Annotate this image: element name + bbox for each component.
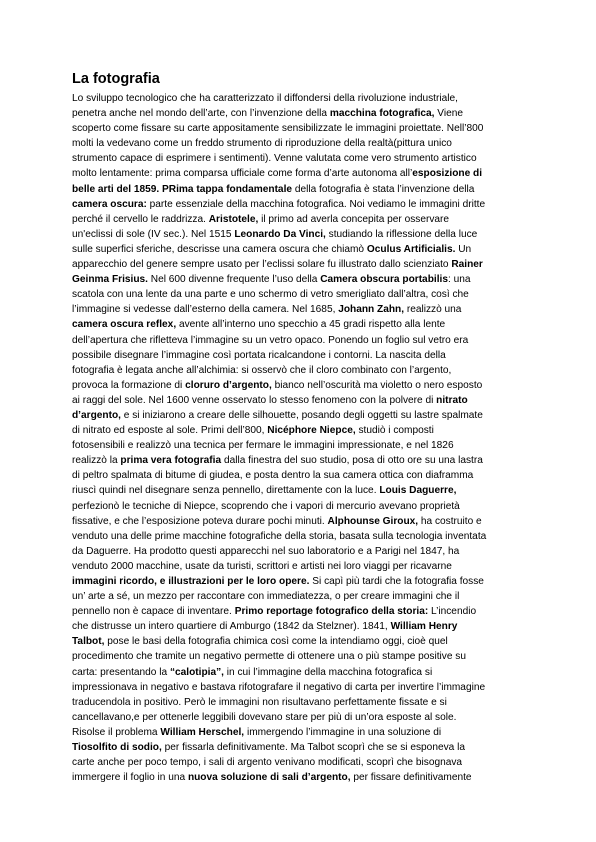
text-run: da Daguerre. Ha prodotto questi apparecchi nel suo laboratorio e a Parigi nel 1847, ha [72, 545, 460, 557]
bold-text: William Henry [390, 621, 458, 633]
text-run: l’immagine si vedesse dall’esterno della camera. Nel 1685, [72, 304, 339, 316]
text-line [72, 695, 524, 710]
text-line [72, 544, 524, 559]
text-line [72, 755, 524, 770]
text-run: un’ arte a sé, un mezzo per raccontare con immediatezza, o per creare immagini che il [72, 591, 460, 603]
text-run: L’incendio [428, 606, 477, 618]
bold-text: prima vera fotografia [120, 455, 222, 467]
text-line [72, 514, 524, 529]
document-title: La fotografia [72, 71, 160, 87]
text-line [72, 770, 524, 785]
text-line [72, 499, 524, 514]
text-run: provoca la formazione di [72, 379, 186, 391]
text-line [72, 197, 524, 212]
text-line [72, 453, 524, 468]
text-run: dell’apertura che rifletteva l’immagine su un vetro opaco. Ponendo un foglio sul vetro era [72, 334, 469, 346]
text-run: Si capì più tardi che la fotografia fosse [309, 576, 484, 587]
text-run: perfezionò le tecniche di Niepce, scoprendo che i vapori di mercurio avevano proprietà [72, 500, 460, 512]
text-line [72, 317, 524, 332]
bold-text: Rainer [451, 259, 483, 271]
bold-text: Geinma Frisius. [72, 274, 148, 286]
text-line [72, 740, 524, 755]
bold-text: immagini ricordo, e illustrazioni per le loro opere. [72, 576, 310, 587]
text-line [72, 227, 524, 242]
text-line [72, 151, 524, 166]
text-run: Viene [434, 108, 463, 120]
text-line [72, 529, 524, 544]
text-run: ai raggi del sole. Nel 1600 venne osservato lo stesso fenomeno con la polvere di [72, 394, 437, 406]
text-line [72, 634, 524, 649]
text-run: immergere il foglio in una [72, 772, 188, 784]
text-run: che distrusse un intero quartiere di Amburgo (1842 da Stelzner). 1841, [72, 621, 391, 633]
text-line [72, 589, 524, 604]
text-run: possibile disegnare l’immagine così portata ricalcandone i contorni. La nascita della [72, 349, 446, 361]
text-line [72, 91, 524, 106]
text-line [72, 302, 524, 317]
bold-text: “calotipia”, [169, 666, 224, 678]
text-run: realizzò la [72, 455, 121, 467]
text-run: dalla finestra del suo studio, posa di otto ore su una lastra [221, 455, 483, 467]
text-run: perché il cervello le raddrizza. [72, 213, 209, 225]
text-line [72, 242, 524, 257]
text-run: penetra anche nel mondo dell’arte, con l’invenzione della [72, 108, 330, 120]
text-run: impressionava in negativo e bastava rifotografare il negativo di carta per invertire l’immagine [72, 681, 486, 693]
text-line [72, 257, 524, 272]
text-run: di nitrato ed esposte al sole. Primi dell’800, [72, 425, 268, 437]
text-run: venduto 2000 macchine, usate da turisti, scrittori e artisti nei loro viaggi per ricavarne [72, 560, 452, 572]
bold-text: Nicéphore Niepce, [267, 425, 356, 437]
text-run: strumento capace di esprimere i sentimenti). Venne valutata come vero strumento artistico [72, 153, 477, 165]
text-line [72, 483, 524, 498]
text-run: : una [447, 274, 471, 286]
text-run: venduto una delle prime macchine fotografiche della storia, basata sulla tecnologia inventata [72, 530, 487, 542]
text-run: fotografia è legata anche all’alchimia: si osservò che il cloro combinato con l’argento, [72, 364, 452, 376]
text-run: procedimento che tramite un negativo permette di ottenere una o più stampe positive su [72, 651, 466, 663]
bold-text: Louis Daguerre, [379, 485, 457, 497]
text-line [72, 393, 524, 408]
text-line [72, 649, 524, 664]
text-run: bianco nell’oscurità ma violetto o nero esposto [271, 379, 483, 391]
text-line [72, 287, 524, 302]
text-run: riuscì quindi nel disegnare senza pennello, direttamente con la luce. [72, 485, 380, 497]
text-run: traducendola in positivo. Però le immagini non risultavano perfettamente fissate e si [72, 696, 447, 708]
document-body [72, 91, 524, 785]
text-line [72, 604, 524, 619]
text-run: carta: presentando la [72, 666, 170, 678]
bold-text: Johann Zahn, [338, 304, 405, 316]
text-run: realizzò una [404, 304, 462, 316]
bold-text: nitrato [436, 394, 468, 406]
text-run: della fotografia è stata l’invenzione della [292, 183, 475, 195]
bold-text: nuova soluzione di sali d’argento, [187, 772, 351, 784]
text-line [72, 106, 524, 121]
text-run: Nel 600 divenne frequente l’uso della [147, 274, 321, 286]
text-run: Risolse il problema [72, 726, 161, 738]
text-line [72, 136, 524, 151]
text-run: parte essenziale della macchina fotografica. Noi vediamo le immagini dritte [146, 198, 486, 210]
text-line [72, 272, 524, 287]
text-run: carte anche per poco tempo, i sali di argento venivano modificati, scoprì che bisognava [72, 757, 463, 769]
text-run: in cui l’immagine della macchina fotografica si [223, 666, 433, 678]
text-line [72, 438, 524, 453]
bold-text: macchina fotografica, [329, 108, 435, 120]
text-line [72, 725, 524, 740]
text-run: e si iniziarono a creare delle silhouette, posando degli oggetti su lastre spalmate [120, 409, 483, 421]
bold-text: esposizione di [412, 168, 483, 180]
text-line [72, 619, 524, 634]
text-run: fissative, e che l’esposizione poteva durare pochi minuti. [72, 515, 328, 527]
bold-text: d’argento, [72, 409, 121, 421]
bold-text: Camera obscura portabilis [320, 274, 448, 286]
text-line [72, 121, 524, 136]
text-run: fotosensibili e realizzò una tecnica per fermare le immagini impressionate, e nel 1826 [72, 440, 454, 452]
text-run: scatola con una lente da una parte e uno schermo di vetro smerigliato dall’altra, così che [72, 289, 469, 301]
text-line [72, 468, 524, 483]
text-run: molti la vedevano come un freddo strumento di riproduzione della realtà(pittura unico [72, 138, 452, 150]
bold-text: Talbot, [72, 636, 105, 648]
bold-text: Alphounse Giroux, [327, 515, 419, 527]
text-run: studiando la riflessione della luce [325, 228, 478, 240]
text-line [72, 182, 524, 197]
text-run: avente all’interno uno specchio a 45 gradi rispetto alla lente [176, 319, 446, 331]
text-line [72, 559, 524, 574]
bold-text: Leonardo Da Vinci, [234, 228, 326, 240]
bold-text: Tiosolfito di sodio, [72, 742, 162, 754]
text-run: pennello non è capace di inventare. [72, 606, 235, 618]
text-line [72, 574, 524, 589]
text-line [72, 680, 524, 695]
text-line [72, 665, 524, 680]
bold-text: Primo reportage fotografico della storia: [234, 606, 429, 618]
text-line [72, 423, 524, 438]
bold-text: camera oscura: [72, 198, 147, 210]
text-line [72, 363, 524, 378]
text-run: Lo sviluppo tecnologico che ha caratterizzato il diffondersi della rivoluzione industriale, [72, 93, 458, 104]
text-run: studiò i composti [355, 425, 434, 437]
text-run: Un [455, 243, 472, 255]
text-run: sulle superfici sferiche, descrisse una camera oscura che chiamò [72, 243, 367, 255]
text-line [72, 333, 524, 348]
text-line [72, 212, 524, 227]
bold-text: Oculus Artificialis. [366, 243, 456, 255]
bold-text: William Herschel, [160, 726, 245, 738]
text-line [72, 378, 524, 393]
text-line [72, 166, 524, 181]
text-run: molto lentamente: prima comparsa ufficiale come forma d’arte autonoma all’ [72, 168, 413, 180]
text-line [72, 408, 524, 423]
text-line [72, 348, 524, 363]
text-run: pose le basi della fotografia chimica così come la intendiamo oggi, cioè quel [104, 636, 448, 648]
bold-text: camera oscura reflex, [72, 319, 177, 331]
text-run: apparecchio del genere sempre usato per l’eclissi solare fu illustrato dallo scienziato [72, 259, 452, 271]
text-run: per fissare definitivamente [350, 772, 472, 784]
bold-text: cloruro d’argento, [185, 379, 272, 391]
bold-text: belle arti del 1859. PRima tappa fondamentale [72, 183, 293, 195]
text-run: cancellavano,e per ottenerle leggibili dovevano stare per più di un’ora esposte al sole. [72, 711, 457, 723]
bold-text: Aristotele, [208, 213, 259, 225]
text-line [72, 710, 524, 725]
text-run: per fissarla definitivamente. Ma Talbot scoprì che se si esponeva la [161, 742, 465, 754]
document-page [72, 70, 524, 785]
text-run: scoperto come fissare su carte appositamente sensibilizzate le immagini proiettate. Nell’800 [72, 123, 484, 135]
text-run: ha costruito e [418, 515, 482, 527]
text-run: un'eclissi di sole (IV sec.). Nel 1515 [72, 228, 235, 240]
text-run: il primo ad averla concepita per osservare [258, 213, 450, 225]
text-run: immergendo l’immagine in una soluzione di [244, 726, 442, 738]
text-run: di peltro spalmata di bitume di giudea, e posta dentro la sua camera ottica con diaframma [72, 470, 474, 482]
